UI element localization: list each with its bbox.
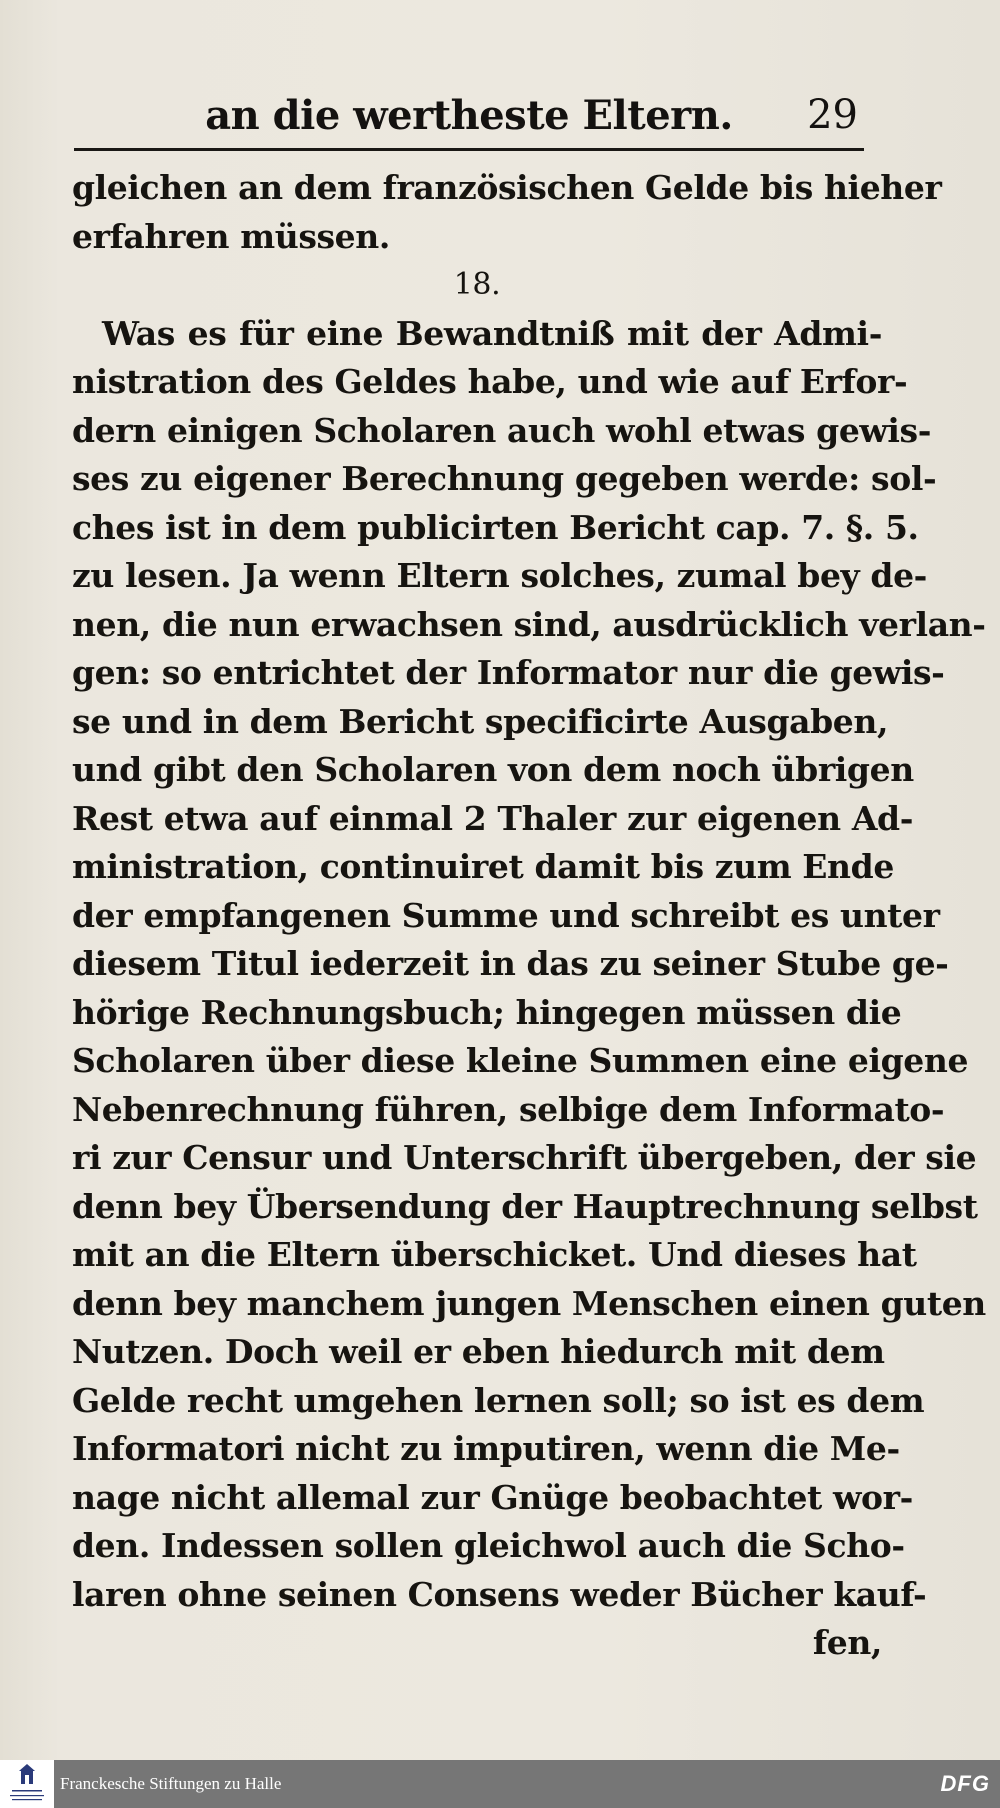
text-line: ches ist in dem publicirten Bericht cap. 7. §. 5. [72, 507, 919, 547]
institution-name[interactable]: Franckesche Stiftungen zu Halle [60, 1774, 282, 1793]
text-line: Was es für eine Bewandtniß mit der Admi- [102, 313, 882, 353]
text-line: Nebenrechnung führen, selbige dem Informato- [72, 1089, 945, 1129]
text-line: zu lesen. Ja wenn Eltern solches, zumal bey de- [72, 556, 927, 595]
text-line: der empfangenen Summe und schreibt es unter [72, 895, 940, 935]
section-number: 18. [453, 267, 501, 302]
text-line: diesem Titul iederzeit in das zu seiner Stube ge- [72, 944, 949, 983]
viewer-footer [0, 1760, 1000, 1808]
page-number: 29 [807, 92, 858, 138]
catchword: fen, [812, 1623, 882, 1662]
text-line: nage nicht allemal zur Gnüge beobachtet wor- [72, 1477, 913, 1517]
text-line: gleichen an dem französischen Gelde bis hieher [72, 168, 942, 207]
text-line: Gelde recht umgehen lernen soll; so ist es dem [72, 1380, 925, 1420]
text-line: denn bey Übersendung der Hauptrechnung selbst [72, 1186, 978, 1226]
text-line: gen: so entrichtet der Informator nur die gewis- [72, 653, 945, 692]
text-line: Scholaren über diese kleine Summen eine eigene [72, 1041, 969, 1080]
text-line: Rest etwa auf einmal 2 Thaler zur eigenen Ad- [72, 798, 913, 838]
body-text [72, 164, 986, 1668]
text-line: dern einigen Scholaren auch wohl etwas gewis- [72, 410, 932, 450]
text-line: mit an die Eltern überschicket. Und dieses hat [72, 1235, 917, 1274]
text-line: ses zu eigener Berechnung gegeben werde: sol- [72, 459, 937, 498]
text-line: und gibt den Scholaren von dem noch übrigen [72, 750, 914, 789]
text-line: erfahren müssen. [72, 216, 390, 256]
dfg-logo[interactable]: DFG [940, 1771, 990, 1796]
text-line: se und in dem Bericht specificirte Ausgaben, [72, 701, 889, 741]
text-line: nistration des Geldes habe, und wie auf Erfor- [72, 362, 908, 401]
text-line: den. Indessen sollen gleichwol auch die Scho- [72, 1526, 905, 1565]
text-line: denn bey manchem jungen Menschen einen guten [72, 1283, 986, 1323]
text-line: nen, die nun erwachsen sind, ausdrücklich verlan- [72, 604, 986, 644]
text-line: ri zur Censur und Unterschrift übergeben, der sie [72, 1138, 977, 1177]
text-line: Nutzen. Doch weil er eben hiedurch mit dem [72, 1332, 885, 1371]
francke-foundation-logo-icon[interactable] [0, 1760, 54, 1808]
building-icon [0, 1760, 54, 1808]
text-line: ministration, continuiret damit bis zum Ende [72, 847, 894, 886]
page-header [74, 92, 864, 152]
text-line: laren ohne seinen Consens weder Bücher kauf- [72, 1574, 927, 1614]
header-rule [74, 148, 864, 151]
running-head: an die wertheste Eltern. [205, 92, 733, 139]
text-line: hörige Rechnungsbuch; hingegen müssen die [72, 992, 902, 1032]
text-line: Informatori nicht zu imputiren, wenn die Me- [72, 1429, 900, 1468]
